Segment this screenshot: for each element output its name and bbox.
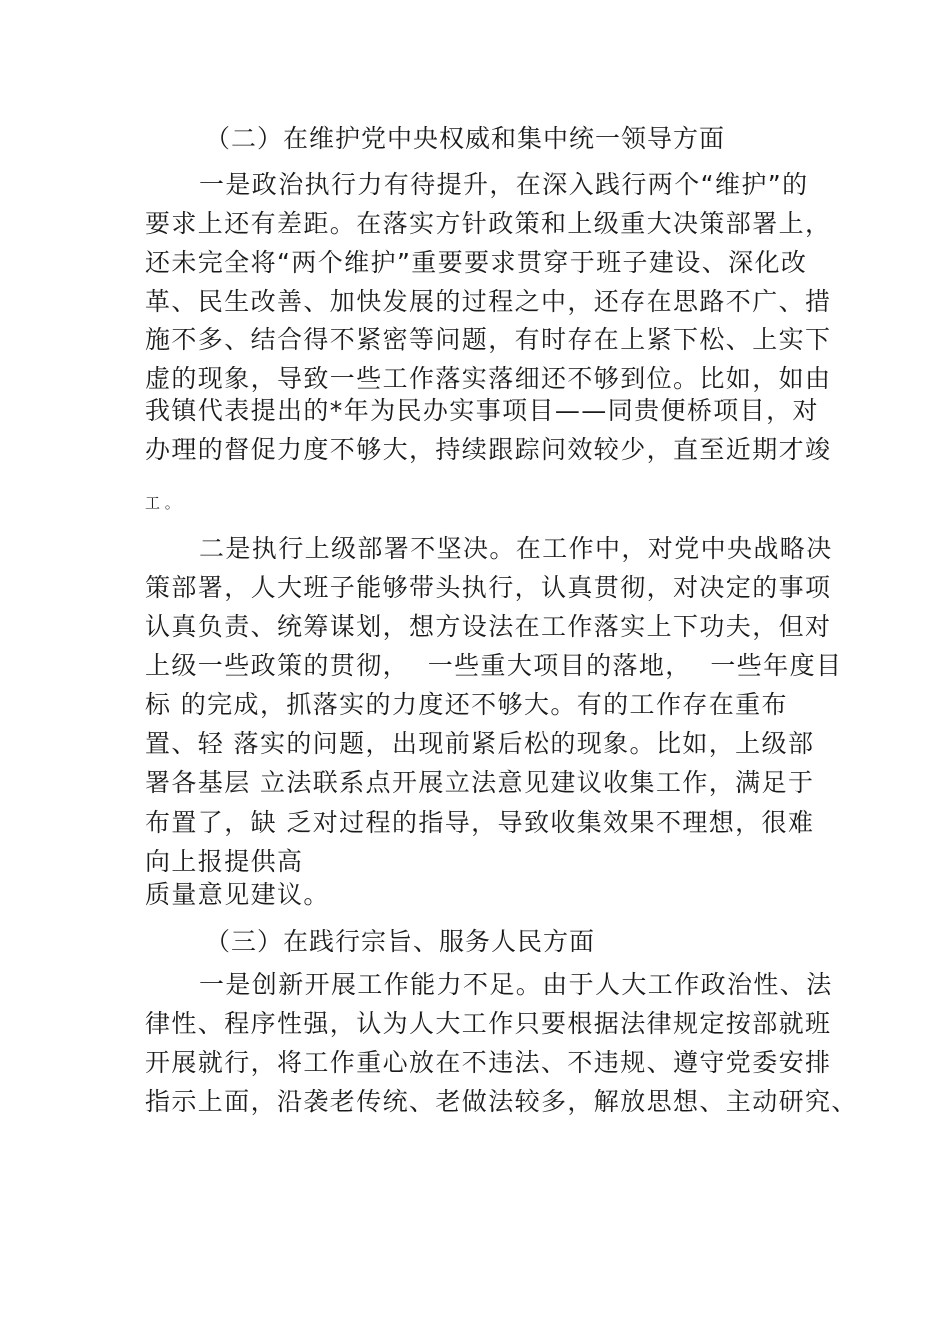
paragraph-line: 上级一些政策的贯彻， 一些重大项目的落地， 一些年度目 bbox=[145, 651, 843, 680]
paragraph-line: 律性、程序性强，认为人大工作只要根据法律规定按部就班 bbox=[145, 1009, 832, 1038]
paragraph-line: 工 。 bbox=[145, 494, 180, 512]
paragraph-line: 指示上面，沿袭老传统、老做法较多，解放思想、主动研究、 bbox=[145, 1087, 858, 1116]
paragraph-line: 署各基层 立法联系点开展立法意见建议收集工作，满足于 bbox=[145, 768, 815, 797]
paragraph-line: 我镇代表提出的*年为民办实事项目——同贵便桥项目，对 bbox=[145, 396, 819, 425]
paragraph-line: 一是创新开展工作能力不足。由于人大工作政治性、法 bbox=[199, 970, 833, 999]
paragraph-line: 要求上还有差距。在落实方针政策和上级重大决策部署上， bbox=[145, 209, 832, 238]
paragraph-line: 置、轻 落实的问题，出现前紧后松的现象。比如，上级部 bbox=[145, 729, 815, 758]
section-heading-2: （二）在维护党中央权威和集中统一领导方面 bbox=[205, 124, 726, 153]
paragraph-line: 标 的完成，抓落实的力度还不够大。有的工作存在重布 bbox=[145, 690, 788, 719]
paragraph-line: 虚的现象，导致一些工作落实落细还不够到位。比如，如由 bbox=[145, 364, 832, 393]
paragraph-line: 质量意见建议。 bbox=[145, 880, 330, 909]
paragraph-line: 二是执行上级部署不坚决。在工作中，对党中央战略决 bbox=[199, 534, 833, 563]
paragraph-line: 开展就行，将工作重心放在不违法、不违规、遵守党委安排 bbox=[145, 1048, 832, 1077]
paragraph-line: 布置了，缺 乏对过程的指导，导致收集效果不理想，很难 bbox=[145, 808, 815, 837]
paragraph-line: 办理的督促力度不够大，持续跟踪问效较少，直至近期才竣 bbox=[145, 435, 832, 464]
paragraph-line: 一是政治执行力有待提升，在深入践行两个“维护”的 bbox=[199, 170, 809, 199]
paragraph-line: 策部署，人大班子能够带头执行，认真贯彻，对决定的事项 bbox=[145, 573, 832, 602]
paragraph-line: 施不多、结合得不紧密等问题，有时存在上紧下松、上实下 bbox=[145, 325, 832, 354]
paragraph-line: 还未完全将“两个维护”重要要求贯穿于班子建设、深化改 bbox=[145, 248, 808, 277]
paragraph-line: 认真负责、统筹谋划，想方设法在工作落实上下功夫，但对 bbox=[145, 612, 832, 641]
paragraph-line: 向上报提供高 bbox=[145, 847, 304, 876]
paragraph-line: 革、民生改善、加快发展的过程之中，还存在思路不广、措 bbox=[145, 287, 832, 316]
section-heading-3: （三）在践行宗旨、服务人民方面 bbox=[205, 927, 596, 956]
